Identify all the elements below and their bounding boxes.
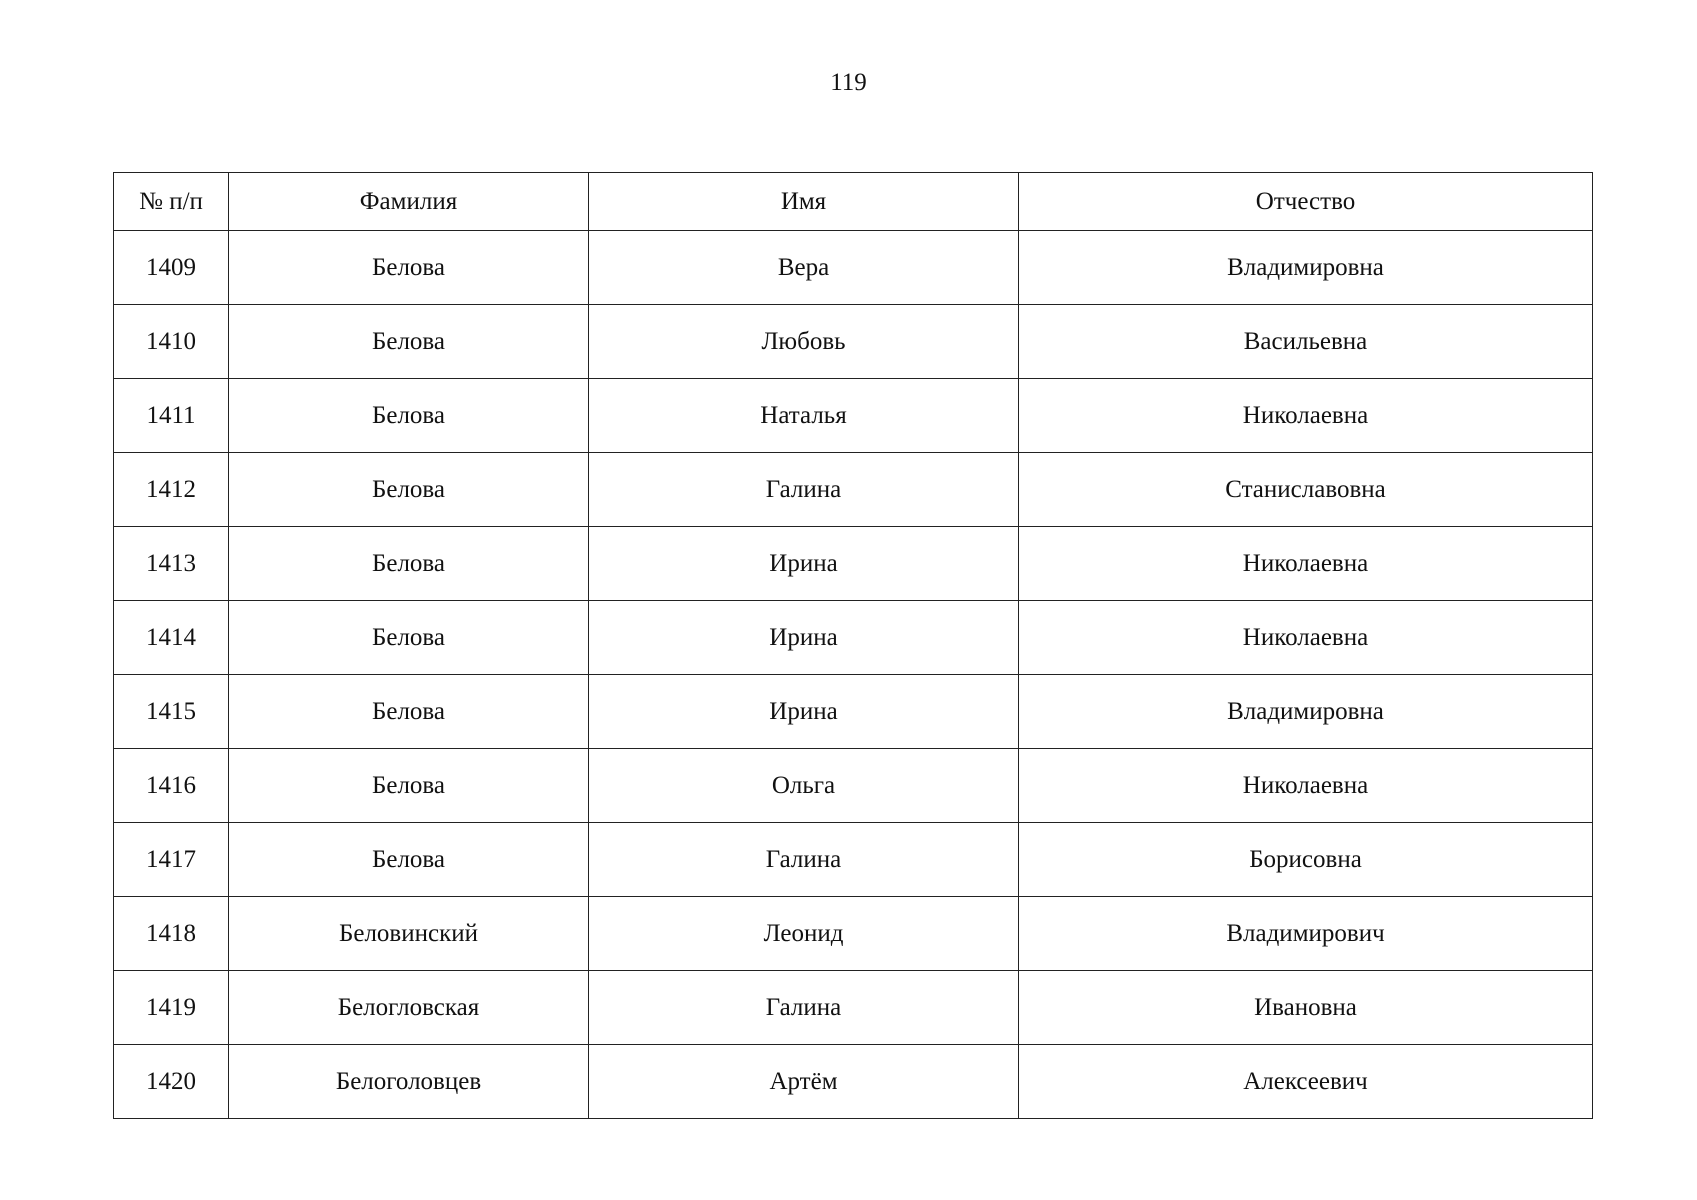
table-row <box>114 897 1593 971</box>
cell-number: 1410 <box>114 305 229 379</box>
cell-first-name: Ирина <box>589 601 1019 675</box>
cell-last-name: Белова <box>229 305 589 379</box>
table-row <box>114 675 1593 749</box>
table-row <box>114 453 1593 527</box>
cell-first-name: Ирина <box>589 527 1019 601</box>
cell-first-name: Артём <box>589 1045 1019 1119</box>
cell-patronymic: Станиславовна <box>1019 453 1593 527</box>
cell-patronymic: Николаевна <box>1019 749 1593 823</box>
cell-last-name: Беловинский <box>229 897 589 971</box>
cell-patronymic: Николаевна <box>1019 379 1593 453</box>
cell-first-name: Вера <box>589 231 1019 305</box>
table-row <box>114 971 1593 1045</box>
cell-patronymic: Ивановна <box>1019 971 1593 1045</box>
cell-first-name: Ирина <box>589 675 1019 749</box>
table-row <box>114 749 1593 823</box>
cell-last-name: Белова <box>229 675 589 749</box>
header-patronymic: Отчество <box>1019 173 1593 231</box>
cell-first-name: Галина <box>589 823 1019 897</box>
cell-number: 1418 <box>114 897 229 971</box>
table-row <box>114 231 1593 305</box>
cell-patronymic: Владимировна <box>1019 231 1593 305</box>
cell-patronymic: Васильевна <box>1019 305 1593 379</box>
page-number: 119 <box>830 69 867 96</box>
cell-patronymic: Владимировна <box>1019 675 1593 749</box>
cell-patronymic: Владимирович <box>1019 897 1593 971</box>
names-table <box>113 172 1593 1119</box>
table-row <box>114 379 1593 453</box>
cell-first-name: Галина <box>589 971 1019 1045</box>
cell-number: 1420 <box>114 1045 229 1119</box>
table-row <box>114 305 1593 379</box>
cell-patronymic: Николаевна <box>1019 527 1593 601</box>
cell-patronymic: Николаевна <box>1019 601 1593 675</box>
cell-first-name: Наталья <box>589 379 1019 453</box>
cell-last-name: Белова <box>229 823 589 897</box>
header-first-name: Имя <box>589 173 1019 231</box>
cell-number: 1419 <box>114 971 229 1045</box>
cell-number: 1415 <box>114 675 229 749</box>
cell-number: 1413 <box>114 527 229 601</box>
table-row <box>114 527 1593 601</box>
table-row <box>114 1045 1593 1119</box>
cell-last-name: Белова <box>229 231 589 305</box>
cell-first-name: Леонид <box>589 897 1019 971</box>
cell-number: 1409 <box>114 231 229 305</box>
cell-last-name: Белова <box>229 527 589 601</box>
header-number: № п/п <box>114 173 229 231</box>
cell-last-name: Белова <box>229 379 589 453</box>
cell-number: 1417 <box>114 823 229 897</box>
cell-first-name: Любовь <box>589 305 1019 379</box>
cell-first-name: Галина <box>589 453 1019 527</box>
table-row <box>114 823 1593 897</box>
cell-first-name: Ольга <box>589 749 1019 823</box>
cell-number: 1416 <box>114 749 229 823</box>
cell-last-name: Белоголовцев <box>229 1045 589 1119</box>
header-last-name: Фамилия <box>229 173 589 231</box>
cell-number: 1414 <box>114 601 229 675</box>
table-header-row <box>114 173 1593 231</box>
cell-last-name: Белова <box>229 601 589 675</box>
table-row <box>114 601 1593 675</box>
cell-last-name: Белогловская <box>229 971 589 1045</box>
cell-last-name: Белова <box>229 749 589 823</box>
cell-patronymic: Алексеевич <box>1019 1045 1593 1119</box>
cell-number: 1412 <box>114 453 229 527</box>
cell-patronymic: Борисовна <box>1019 823 1593 897</box>
cell-last-name: Белова <box>229 453 589 527</box>
cell-number: 1411 <box>114 379 229 453</box>
